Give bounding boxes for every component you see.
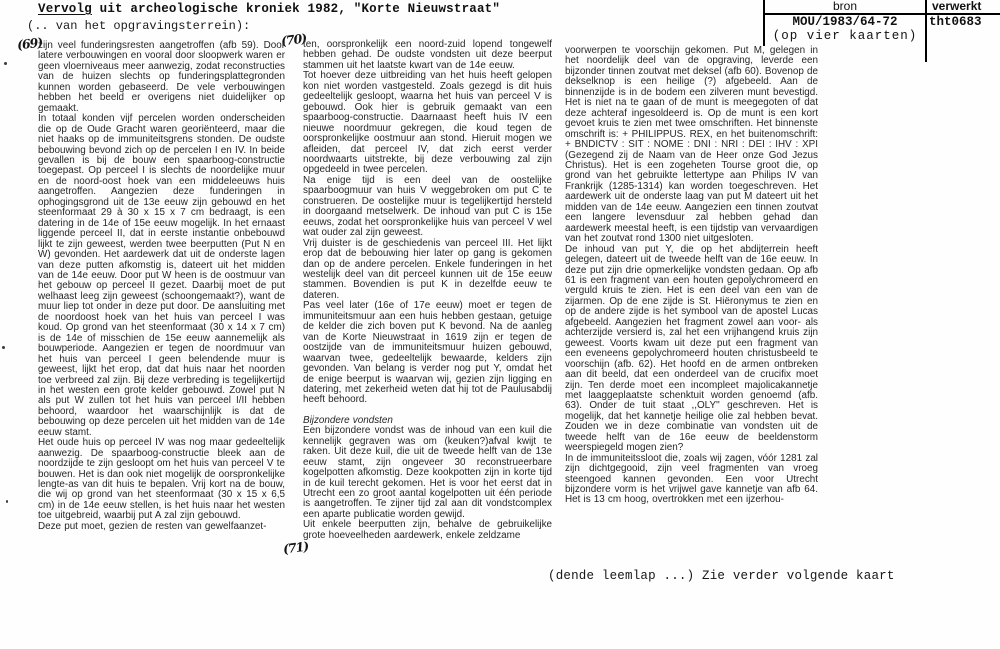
paragraph: voorwerpen te voorschijn gekomen. Put M, gelegen in het noordelijk deel van de opgraving, leverde een bijzonder tinnen zoutvat met deksel (afb 60). Bovenop de dekselknop is een heilige (?) afgebeeld. Aan de binnenzijde is in de bodem een zilveren munt bevestigd. Het is niet na te gaan of de munt is meegegoten of dat deze achteraf ingesoldeerd is. Op de munt is een kort gevoet kruis te zien met twee omschriften. Het binnenste omschrift is: + PHILIPPUS. REX, en het buitenomschrift: + BNDICTV : SIT : NOME : DNI : NRI : DEI : IHV : XPI (Gezegend zij de Naam van de Heer onze God Jezus Christus). Het is een zogeheten Tourse groot die, op grond van het gebruikte lettertype aan Philips IV van Frankrijk (1285-1314) kan worden toegeschreven. Het aardewerk uit de onderste laag van put M dateert uit het midden van de 14e eeuw. Aangezien een tinnen zoutvat een langere levensduur zal hebben gehad dan aardewerk meestal heeft, is een tijdstip van vervaardigen van het zoutvat rond 1300 niet uitgesloten. (565, 45, 818, 245)
paragraph: Vrij duister is de geschiedenis van perceel III. Het lijkt erop dat de bebouwing hier later op gang is gekomen dan op de andere percelen. Enkele funderingen in het westelijk deel van dit perceel kunnen uit de 15e eeuw stammen. Bovendien is put K in dezelfde eeuw te dateren. (303, 237, 552, 301)
table-header-verwerkt: verwerkt (932, 0, 982, 13)
page-title (38, 2, 500, 16)
scan-speck (4, 62, 7, 65)
paragraph: Tot hoever deze uitbreiding van het huis heeft gelopen kon niet worden vastgesteld. Zoals gezegd is dit huis gedeeltelijk gesloopt, waarna het huis van perceel V is gebouwd. Ook hier is gebruik gemaakt van een spaarboog-constructie. Daarnaast heeft huis IV een nieuwe noordmuur gekregen, die koud tegen de oorspronkelijke oostmuur aan stond. Hieruit mogen we afleiden, dat perceel IV, dat zich eerst verder noordwaarts uitstrekte, bij deze verbouwing zal zijn opgedeeld in twee percelen. (303, 70, 552, 176)
margin-annotation: (70) (280, 30, 308, 49)
margin-annotation: (69) (16, 34, 44, 53)
text-column-2 (303, 40, 552, 541)
verwerkt-value: tht0683 (929, 15, 982, 29)
margin-annotation: (71) (282, 538, 310, 557)
continuation-note: (dende leemlap ...) Zie verder volgende kaart (548, 569, 895, 583)
text-column-3 (565, 46, 818, 506)
paragraph: zijn veel funderingsresten aangetroffen (afb 59). Door latere verbouwingen en vooral door sloopwerk waren er geen vloerniveaus meer aanwezig, zodat reconstructies van de huizen slechts op funderingsplattegronden kunnen worden gebaseerd. De vele verbouwingen hebben het beeld er overigens niet duidelijker op gemaakt. (38, 40, 285, 114)
paragraph: Na enige tijd is een deel van de oostelijke spaarboogmuur van huis V weggebroken om put C te construeren. De oostelijke muur is tegelijkertijd hersteld in doorgaand metselwerk. De inhoud van put C is 15e eeuws, zodat het oorspronkelijke huis van perceel V wel wat ouder zal zijn geweest. (303, 174, 552, 239)
table-border-line (925, 0, 927, 62)
bron-value: MOU/1983/64-72 (792, 15, 898, 29)
scan-speck (2, 346, 5, 349)
page-subtitle: (.. van het opgravingsterrein): (27, 19, 251, 33)
paragraph: Uit enkele beerputten zijn, behalve de gebruikelijke grote hoeveelheden aardewerk, enkele zeldzame (303, 519, 552, 541)
paragraph: Deze put moet, gezien de resten van gewelfaanzet- (38, 520, 267, 532)
page-title-underlined-word: Vervolg (38, 2, 92, 16)
page-title-rest: uit archeologische kroniek 1982, "Korte Nieuwstraat" (91, 2, 501, 16)
text-column-1 (38, 41, 285, 532)
table-header-bron: bron (832, 0, 858, 13)
bron-value-note: (op vier kaarten) (772, 29, 918, 43)
paragraph: De inhoud van put Y, die op het abdijterrein heeft gelegen, dateert uit de tweede helft van de 16e eeuw. In deze put zijn drie opmerkelijke vondsten gedaan. Op afb 61 is een fragment van een houten gepolychromeerd en verguld kruis te zien. Het is een deel van een van de zijarmen. Op de ene zijde is St. Hiëronymus te zien en op de andere zijde is het symbool van de apostel Lucas afgebeeld. Aangezien het fragment zowel aan voor- als achterzijde versierd is, zal het een vrijhangend kruis zijn geweest. Voorts kwam uit deze put een fragment van een eveneens gepolychromeerd houten christusbeeld te voorschijn (afb. 62). Het hoofd en de armen ontbreken aan dit beeld, dat een onderdeel van de crucifix moet zijn. Ten derde moet een incompleet majolicakannetje met laaggeplaatste schenktuit worden genoemd (afb. 63). Onder de tuit staat ,,OLY'' geschreven. Het is mogelijk, dat het kannetje heilige olie zal hebben bevat. Zouden we in deze combinatie van vondsten uit de tweede helft van de 16e eeuw de beeldenstorm weerspiegeld mogen zien? (565, 243, 818, 454)
paragraph: In totaal konden vijf percelen worden onderscheiden die op de Oude Gracht waren georiënteerd, maar die niet haaks op de immuniteitsgrens stonden. De oudste bebouwing bevond zich op de percelen I en IV. In beide gevallen is bij de bouw een spaarboog-constructie toegepast. Op perceel I is slechts de noordelijke muur en de noord-oost hoek van een middeleeuws huis aangetroffen. Aangezien deze funderingen in ophogingsgrond uit de 13e eeuw zijn gebouwd en het steenformaat 29 à 30 x 15 x 7 cm bedraagt, is een datering in de 14e of 15e eeuw mogelijk. In het ernaast liggende perceel II, dat in eerste instantie onbebouwd lijkt te zijn geweest, werden twee beerputten (Put N en W) gevonden. Het aardewerk dat uit de onderste lagen van deze putten afkomstig is, dateert uit het midden van de 14e eeuw. Door put W heen is de oostmuur van het gebouw op perceel II gezet. Daarbij moet de put welhaast leeg zijn geweest (schoongemaakt?), want de muur liep tot onder in deze put door. De aansluiting met de noordoost hoek van het huis van perceel I was koud. Op grond van het steenformaat (30 x 14 x 7 cm) is de 14e of misschien de 15e eeuw aannemelijk als bouwperiode. Aangezien er tegen de noordmuur van het huis van perceel I geen belendende muur is geweest, lijkt het erop, dat dat huis naar het noorden toe verbreed zal zijn. Bij deze verbreding is tegelijkertijd in het westen een grote kelder gebouwd. Zowel put N als put W zullen tot het huis van perceel I/II hebben behoord, waardoor het waarschijnlijk is dat de bebouwing op deze percelen uit het midden van de 14e eeuw stamt. (38, 113, 285, 438)
paragraph: Het oude huis op perceel IV was nog maar gedeeltelijk aanwezig. De spaarboog-constructie bleek aan de noordzijde te zijn gesloopt om het huis van perceel V te bouwen. Het is dan ook niet mogelijk de oorspronkelijke lengte-as van dit huis te bepalen. Vrij kort na de bouw, die wij op grond van het steenformaat (30 x 15 x 6,5 cm) in de 14e eeuw stellen, is het huis naar het westen toe uitgebreid, waarbij put A zal zijn gebouwd. (38, 437, 285, 522)
paragraph: Pas veel later (16e of 17e eeuw) moet er tegen de immuniteitsmuur aan een huis hebben gestaan, getuige de kelder die zich boven put K bevond. Na de aanleg van de Korte Nieuwstraat in 1619 zijn er tegen de oostzijde van de immuniteitsmuur huizen gebouwd, waarvan twee, gedeeltelijk bewaarde, kelders zijn gevonden. Van belang is verder nog put Y, omdat het de enige beerput is waarvan wij, gezien zijn ligging en datering, met zekerheid weten dat hij tot de Paulusabdij heeft behoord. (303, 300, 552, 406)
paragraph: Een bijzondere vondst was de inhoud van een kuil die kennelijk gegraven was om (keuken?)afval kwijt te raken. Uit deze kuil, die uit de tweede helft van de 13e eeuw stamt, zijn ongeveer 30 reconstrueerbare kogelpotten afkomstig. Deze kookpotten zijn in korte tijd in de kuil terecht gekomen. Het is voor het eerst dat in Utrecht een zo groot aantal kogelpotten uit één periode is aangetroffen. Te zijner tijd zal aan dit vondstcomplex een aparte publicatie worden gewijd. (303, 425, 552, 520)
paragraph: ten, oorspronkelijk een noord-zuid lopend tongewelf hebben gehad. De oudste vondsten uit deze beerput stammen uit het laatste kwart van de 14e eeuw. (303, 39, 552, 71)
section-heading: Bijzondere vondsten (303, 414, 393, 426)
scan-speck (6, 500, 8, 503)
paragraph: In de immuniteitssloot die, zoals wij zagen, vóór 1281 zal zijn dichtgegooid, zijn veel fragmenten van vroeg steengoed kannen gevonden. Een voor Utrecht bijzondere vorm is het vrijwel gave kannetje van afb 64. Het is 13 cm hoog, overtrokken met een ijzerhou- (565, 452, 818, 506)
